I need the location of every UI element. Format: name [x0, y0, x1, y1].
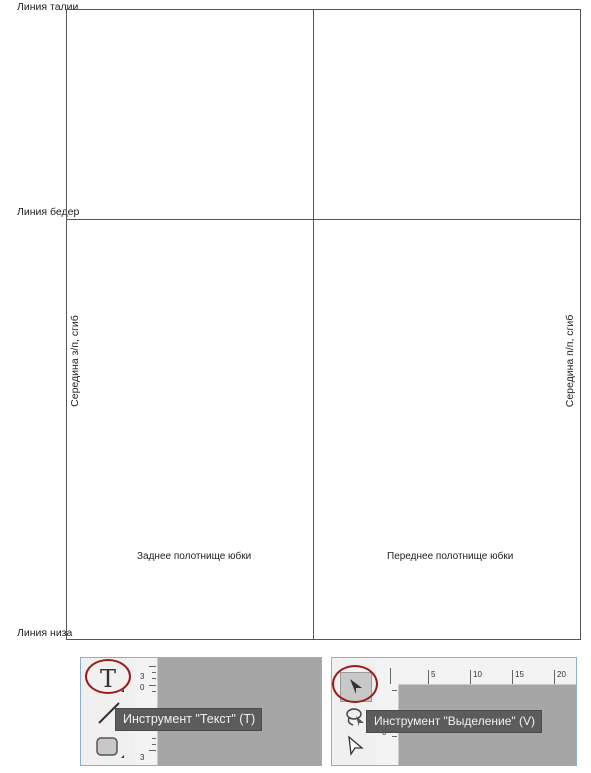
rectangle-tool-icon[interactable] [95, 736, 125, 760]
back-panel-label: Заднее полотнище юбки [137, 551, 252, 562]
ruler-number: 20 [557, 670, 566, 679]
ruler-number: 0 [140, 683, 145, 692]
highlight-circle [332, 665, 378, 703]
text-tool-glyph: T [99, 665, 116, 693]
hem-line-label: Линия низа [17, 627, 73, 639]
ruler-number: 15 [515, 670, 524, 679]
hip-line [67, 219, 580, 220]
ruler-number: 5 [431, 670, 436, 679]
ruler-number: 10 [473, 670, 482, 679]
ruler-number: 3 [140, 753, 145, 762]
waist-line-label: Линия талии [17, 1, 79, 13]
horizontal-ruler [376, 658, 576, 685]
skirt-pattern [66, 9, 581, 640]
hip-line-label: Линия бедер [17, 206, 80, 218]
front-panel-label: Переднее полотнище юбки [387, 551, 514, 562]
back-center-label: Середина з/п, сгиб [69, 315, 81, 407]
ruler-number: 3 [140, 672, 145, 681]
highlight-circle [85, 659, 131, 694]
side-seam-line [313, 10, 314, 639]
text-tool-tooltip: Инструмент "Текст" (T) [115, 708, 262, 731]
direct-selection-icon[interactable] [346, 735, 366, 757]
selection-tool-tooltip: Инструмент "Выделение" (V) [366, 710, 542, 733]
front-center-label: Середина п/п, сгиб [564, 314, 576, 408]
lasso-icon[interactable] [344, 706, 366, 728]
